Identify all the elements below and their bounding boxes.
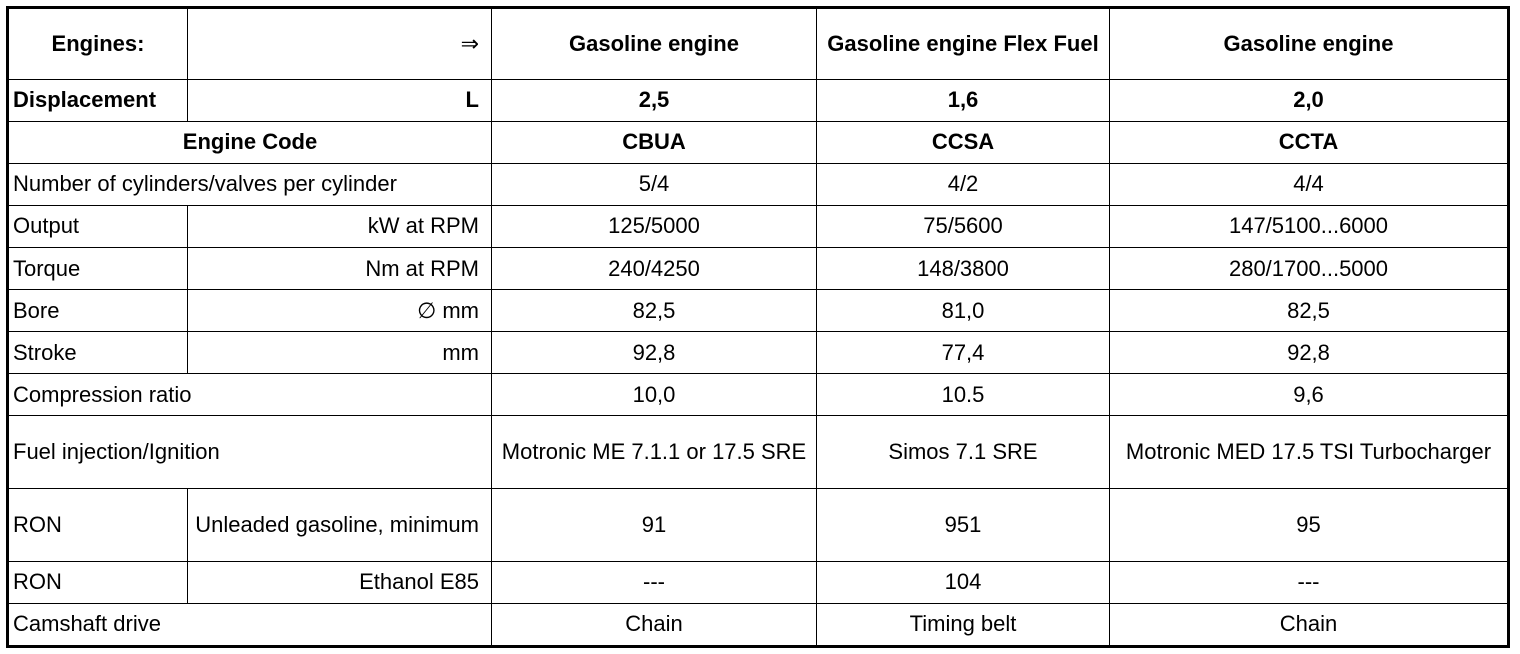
bore-unit: ∅ mm bbox=[188, 290, 492, 332]
bore-value-3: 82,5 bbox=[1110, 290, 1509, 332]
table-row-compression bbox=[8, 374, 1509, 416]
bore-value-1: 82,5 bbox=[492, 290, 817, 332]
torque-label: Torque bbox=[8, 247, 188, 289]
torque-value-1: 240/4250 bbox=[492, 247, 817, 289]
engine-code-label: Engine Code bbox=[8, 121, 492, 163]
ron-gasoline-value-3: 95 bbox=[1110, 488, 1509, 561]
ron-unit-gasoline: Unleaded gasoline, minimum bbox=[188, 488, 492, 561]
camshaft-value-3: Chain bbox=[1110, 603, 1509, 646]
displacement-label: Displacement bbox=[8, 79, 188, 121]
cylinders-label: Number of cylinders/valves per cylinder bbox=[8, 163, 492, 205]
table-row-cylinders bbox=[8, 163, 1509, 205]
fuel-injection-value-3: Motronic MED 17.5 TSI Turbocharger bbox=[1110, 416, 1509, 489]
displacement-value-1: 2,5 bbox=[492, 79, 817, 121]
engine-type-2: Gasoline engine Flex Fuel bbox=[817, 8, 1110, 80]
table-row-ron-ethanol bbox=[8, 561, 1509, 603]
ron-label-2: RON bbox=[8, 561, 188, 603]
ron-gasoline-value-2: 951 bbox=[817, 488, 1110, 561]
compression-value-1: 10,0 bbox=[492, 374, 817, 416]
arrow-icon: ⇒ bbox=[188, 8, 492, 80]
camshaft-value-1: Chain bbox=[492, 603, 817, 646]
cylinders-value-1: 5/4 bbox=[492, 163, 817, 205]
bore-label: Bore bbox=[8, 290, 188, 332]
compression-value-2: 10.5 bbox=[817, 374, 1110, 416]
table-row-output bbox=[8, 205, 1509, 247]
stroke-value-1: 92,8 bbox=[492, 332, 817, 374]
torque-value-3: 280/1700...5000 bbox=[1110, 247, 1509, 289]
stroke-unit: mm bbox=[188, 332, 492, 374]
output-unit: kW at RPM bbox=[188, 205, 492, 247]
ron-ethanol-value-1: --- bbox=[492, 561, 817, 603]
table-row-stroke bbox=[8, 332, 1509, 374]
cylinders-value-2: 4/2 bbox=[817, 163, 1110, 205]
ron-gasoline-value-1: 91 bbox=[492, 488, 817, 561]
engine-spec-table bbox=[6, 6, 1510, 648]
table-row-displacement bbox=[8, 79, 1509, 121]
cylinders-value-3: 4/4 bbox=[1110, 163, 1509, 205]
torque-value-2: 148/3800 bbox=[817, 247, 1110, 289]
table-row-camshaft bbox=[8, 603, 1509, 646]
table-row-engines bbox=[8, 8, 1509, 80]
table-row-ron-gasoline bbox=[8, 488, 1509, 561]
bore-value-2: 81,0 bbox=[817, 290, 1110, 332]
output-value-2: 75/5600 bbox=[817, 205, 1110, 247]
stroke-value-2: 77,4 bbox=[817, 332, 1110, 374]
table-row-bore bbox=[8, 290, 1509, 332]
ron-ethanol-value-2: 104 bbox=[817, 561, 1110, 603]
fuel-injection-label: Fuel injection/Ignition bbox=[8, 416, 492, 489]
output-value-3: 147/5100...6000 bbox=[1110, 205, 1509, 247]
engine-code-1: CBUA bbox=[492, 121, 817, 163]
engine-type-1: Gasoline engine bbox=[492, 8, 817, 80]
engine-code-3: CCTA bbox=[1110, 121, 1509, 163]
compression-value-3: 9,6 bbox=[1110, 374, 1509, 416]
ron-ethanol-value-3: --- bbox=[1110, 561, 1509, 603]
engines-label: Engines: bbox=[8, 8, 188, 80]
displacement-value-3: 2,0 bbox=[1110, 79, 1509, 121]
ron-unit-ethanol: Ethanol E85 bbox=[188, 561, 492, 603]
table-row-torque bbox=[8, 247, 1509, 289]
engine-code-2: CCSA bbox=[817, 121, 1110, 163]
displacement-value-2: 1,6 bbox=[817, 79, 1110, 121]
stroke-label: Stroke bbox=[8, 332, 188, 374]
ron-label-1: RON bbox=[8, 488, 188, 561]
table-row-fuel-injection bbox=[8, 416, 1509, 489]
fuel-injection-value-2: Simos 7.1 SRE bbox=[817, 416, 1110, 489]
fuel-injection-value-1: Motronic ME 7.1.1 or 17.5 SRE bbox=[492, 416, 817, 489]
engine-type-3: Gasoline engine bbox=[1110, 8, 1509, 80]
table-row-engine-code bbox=[8, 121, 1509, 163]
stroke-value-3: 92,8 bbox=[1110, 332, 1509, 374]
camshaft-label: Camshaft drive bbox=[8, 603, 492, 646]
output-value-1: 125/5000 bbox=[492, 205, 817, 247]
output-label: Output bbox=[8, 205, 188, 247]
torque-unit: Nm at RPM bbox=[188, 247, 492, 289]
compression-label: Compression ratio bbox=[8, 374, 492, 416]
camshaft-value-2: Timing belt bbox=[817, 603, 1110, 646]
displacement-unit: L bbox=[188, 79, 492, 121]
